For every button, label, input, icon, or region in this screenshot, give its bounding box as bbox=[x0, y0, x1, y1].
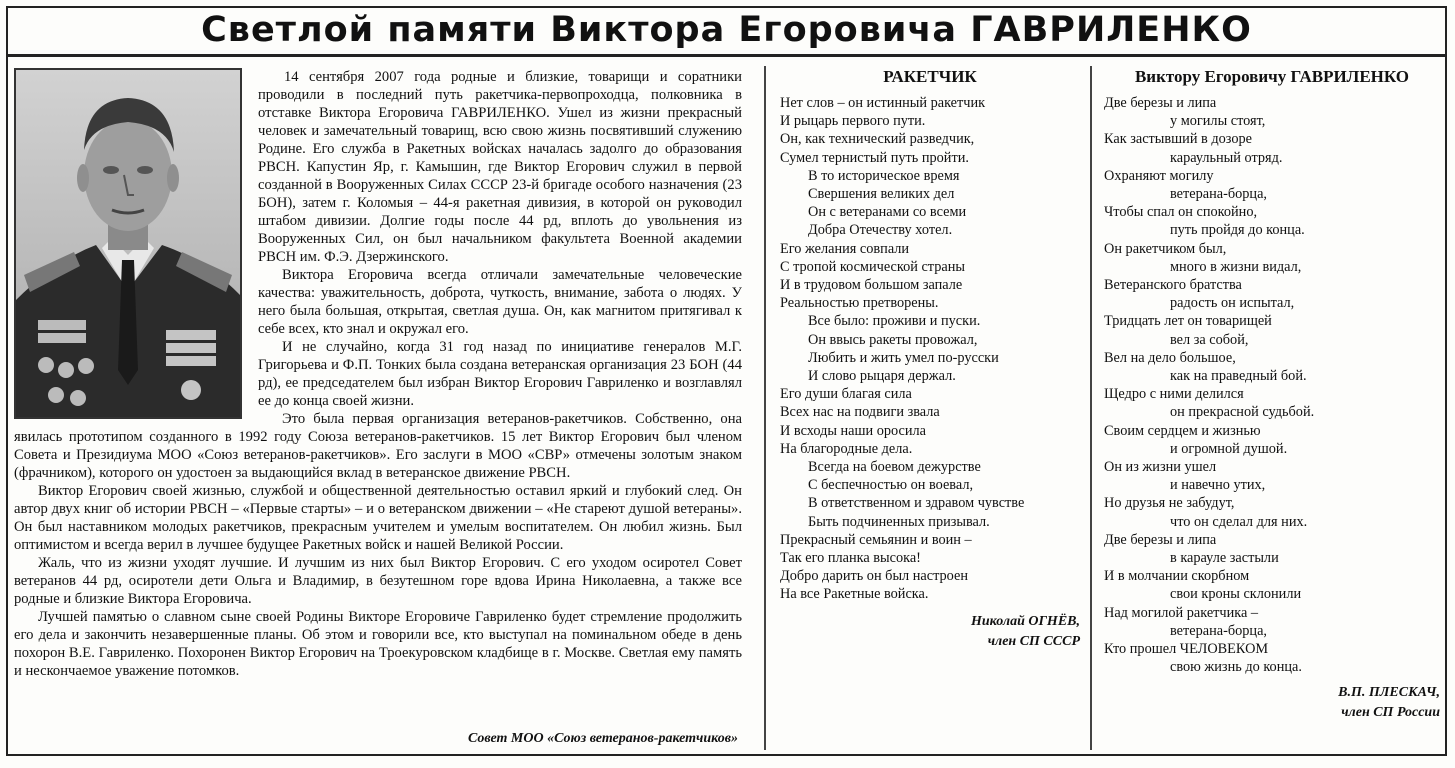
poem-line: Кто прошел ЧЕЛОВЕКОМ bbox=[1104, 641, 1269, 658]
poem-line: Но друзья не забудут, bbox=[1104, 495, 1235, 512]
poem-line: радость он испытал, bbox=[1170, 295, 1295, 312]
poem-line: Вел на дело большое, bbox=[1104, 349, 1236, 366]
poem-line: Две березы и липа bbox=[1104, 531, 1217, 548]
poem-lines bbox=[1104, 94, 1440, 677]
poem-line: И рыцарь первого пути. bbox=[780, 113, 926, 130]
poem-line: что он сделал для них. bbox=[1170, 513, 1308, 530]
poem-line: В то историческое время bbox=[808, 167, 960, 184]
poem-line: и навечно утих, bbox=[1170, 477, 1266, 494]
article-paragraph: И не случайно, когда 31 год назад по инициативе генералов М.Г. Григорьева и Ф.П. Тонких была создана ветеранская организация 23 БОН (44 рд), ее председателем был избран Виктор Егорович Гавриленко и возглавлял ее до конца своей жизни. bbox=[258, 339, 742, 409]
poem-title: Виктору Егоровичу ГАВРИЛЕНКО bbox=[1134, 67, 1410, 86]
poem-author-name: В.П. ПЛЕСКАЧ, bbox=[1338, 684, 1440, 700]
poem-line: Щедро с ними делился bbox=[1104, 386, 1244, 403]
poem-line: Реальностью претворены. bbox=[780, 295, 939, 312]
poem-line: как на праведный бой. bbox=[1170, 368, 1307, 385]
poem-line: свои кроны склонили bbox=[1170, 586, 1302, 603]
poem-line: И в трудовом большом запале bbox=[780, 277, 963, 294]
poem-raketchik bbox=[780, 66, 1080, 652]
poem-line: ветерана-борца, bbox=[1170, 186, 1267, 203]
poem-line: Всех нас на подвиги звала bbox=[780, 404, 940, 421]
article-paragraph: 14 сентября 2007 года родные и близкие, товарищи и соратники проводили в последний путь ракетчика-первопроходца, полковника в отставке Виктора Егоровича ГАВРИЛЕНКО. Ушел из жизни прекрасный человек и замечательный товарищ, всю свою жизнь посвятивший служению Родине. Его служба в Ракетных войсках началась задолго до образования РВСН. Капустин Яр, г. Камышин, где Виктор Егорович служил в первой созданной в Вооруженных Силах СССР 23-й бригаде особого назначения (23 БОН), затем г. Коломыя – 44-я ракетная дивизия, в которой он руководил штабом дивизии. Долгие годы после 44 рд, вплоть до увольнения из Вооруженных Сил, он был начальником факультета Военной академии РВСН им. Ф.Э. Дзержинского. bbox=[258, 69, 742, 265]
poem-line: Он из жизни ушел bbox=[1104, 459, 1217, 476]
poem-line: Всегда на боевом дежурстве bbox=[808, 459, 981, 476]
poem-line: Чтобы спал он спокойно, bbox=[1104, 204, 1258, 221]
article-paragraph: Виктор Егорович своей жизнью, службой и общественной деятельностью оставил яркий и глубокий след. Он автор двух книг об истории РВСН – «Первые старты» – и о ветеранском движении – «Не стареют душой ветераны». Он был наставником молодых ракетчиков, прекрасным учителем и умелым воспитателем. Он любил жизнь. Был оптимистом и всегда верил в лучшее будущее Ракетных войск и нашей Великой России. bbox=[14, 483, 742, 553]
poem-line: С беспечностью он воевал, bbox=[808, 477, 974, 494]
poem-line: Добро дарить он был настроен bbox=[780, 568, 969, 585]
poem-line: в карауле застыли bbox=[1170, 550, 1279, 567]
poem-line: Тридцать лет он товарищей bbox=[1104, 313, 1272, 330]
poem-author-name: Николай ОГНЁВ, bbox=[971, 613, 1080, 629]
article-paragraph: Это была первая организация ветеранов-ракетчиков. Собственно, она явилась прототипом созданного в 1992 году Союза ветеранов-ракетчиков. 15 лет Виктор Егорович был членом Совета и Президиума МОО «Союз ветеранов-ракетчиков». Его заслуги в МОО «СВР» отмечены золотым знаком (фрачником), которого он удостоен за выдающийся вклад в ветеранское движение РВСН. bbox=[14, 411, 742, 481]
article-paragraph: Виктора Егоровича всегда отличали замечательные человеческие качества: уважительность, доброта, чуткость, внимание, забота о людях. У него была большая, открытая, светлая душа. Он, как магнитом притягивал к себе всех, кто знал и окружал его. bbox=[258, 267, 742, 337]
poem-to-gavrilenko bbox=[1104, 66, 1440, 723]
article-signature: Совет МОО «Союз ветеранов-ракетчиков» bbox=[468, 731, 738, 746]
poem-line: караульный отряд. bbox=[1170, 149, 1283, 166]
page-title: Светлой памяти Виктора Егоровича ГАВРИЛЕНКО bbox=[201, 10, 1252, 50]
poem-line: Нет слов – он истинный ракетчик bbox=[780, 95, 986, 111]
poem-line: Так его планка высока! bbox=[780, 550, 921, 567]
poem-line: В ответственном и здравом чувстве bbox=[808, 495, 1025, 512]
poem-line: Он ракетчиком был, bbox=[1104, 240, 1227, 257]
poem-line: Он ввысь ракеты провожал, bbox=[808, 331, 978, 348]
poem-line: Его желания совпали bbox=[780, 240, 910, 257]
poem-author-title: член СП СССР bbox=[987, 633, 1080, 649]
poem-line: у могилы стоят, bbox=[1170, 113, 1266, 130]
article-paragraph: Лучшей памятью о славном сыне своей Родины Викторе Егоровиче Гавриленко будет стремление продолжить его дела и закончить незавершенные планы. Об этом и говорили все, кто выступал на поминальном обеде в день похорон В.Е. Гавриленко. Похоронен Виктор Егорович на Троекуровском кладбище в г. Москве. Светлая ему память и нескончаемое уважение потомков. bbox=[14, 609, 742, 679]
poem-line: он прекрасной судьбой. bbox=[1170, 404, 1315, 421]
column-divider bbox=[764, 66, 766, 750]
poem-line: Две березы и липа bbox=[1104, 95, 1217, 111]
poem-line: Он, как технический разведчик, bbox=[780, 131, 975, 148]
poem-line: Охраняют могилу bbox=[1104, 167, 1214, 184]
portrait-image bbox=[16, 70, 240, 417]
poem-line: И в молчании скорбном bbox=[1104, 568, 1250, 585]
poem-line: И всходы наши оросила bbox=[780, 422, 927, 439]
poem-line: Добра Отечеству хотел. bbox=[808, 222, 953, 239]
poem-line: Сумел тернистый путь пройти. bbox=[780, 149, 969, 166]
poem-line: Над могилой ракетчика – bbox=[1104, 604, 1259, 621]
title-rule bbox=[6, 54, 1447, 57]
article-paragraph: Жаль, что из жизни уходят лучшие. И лучшим из них был Виктор Егорович. С его уходом осиротел Совет ветеранов 44 рд, осиротели дети Ольга и Владимир, в безутешном горе вдова Ирина Николаевна, а также все родные и близкие Виктора Егоровича. bbox=[14, 555, 742, 607]
poem-author-title: член СП России bbox=[1341, 704, 1440, 720]
poem-line: вел за собой, bbox=[1170, 331, 1249, 348]
poem-line: И слово рыцаря держал. bbox=[808, 368, 956, 385]
poem-line: На благородные дела. bbox=[780, 440, 913, 457]
poem-line: путь пройдя до конца. bbox=[1170, 222, 1305, 239]
poem-line: Ветеранского братства bbox=[1104, 277, 1242, 294]
column-divider bbox=[1090, 66, 1092, 750]
poem-line: Свершения великих дел bbox=[808, 186, 955, 203]
poem-line: и огромной душой. bbox=[1170, 440, 1288, 457]
poem-line: Быть подчиненных призывал. bbox=[808, 513, 990, 530]
poem-line: много в жизни видал, bbox=[1170, 258, 1302, 275]
poem-line: С тропой космической страны bbox=[780, 258, 965, 275]
poem-title: РАКЕТЧИК bbox=[883, 67, 977, 86]
portrait-photo bbox=[14, 68, 242, 419]
poem-line: ветерана-борца, bbox=[1170, 622, 1267, 639]
poem-line: Его души благая сила bbox=[780, 386, 912, 403]
poem-line: Все было: проживи и пуски. bbox=[808, 313, 981, 330]
poem-line: Прекрасный семьянин и воин – bbox=[780, 531, 972, 548]
poem-line: свою жизнь до конца. bbox=[1170, 659, 1302, 676]
poem-line: Своим сердцем и жизнью bbox=[1104, 422, 1261, 439]
poem-line: На все Ракетные войска. bbox=[780, 586, 929, 603]
poem-line: Любить и жить умел по-русски bbox=[808, 349, 999, 366]
poem-line: Как застывший в дозоре bbox=[1104, 131, 1252, 148]
poem-lines bbox=[780, 94, 1080, 604]
poem-line: Он с ветеранами со всеми bbox=[808, 204, 967, 221]
